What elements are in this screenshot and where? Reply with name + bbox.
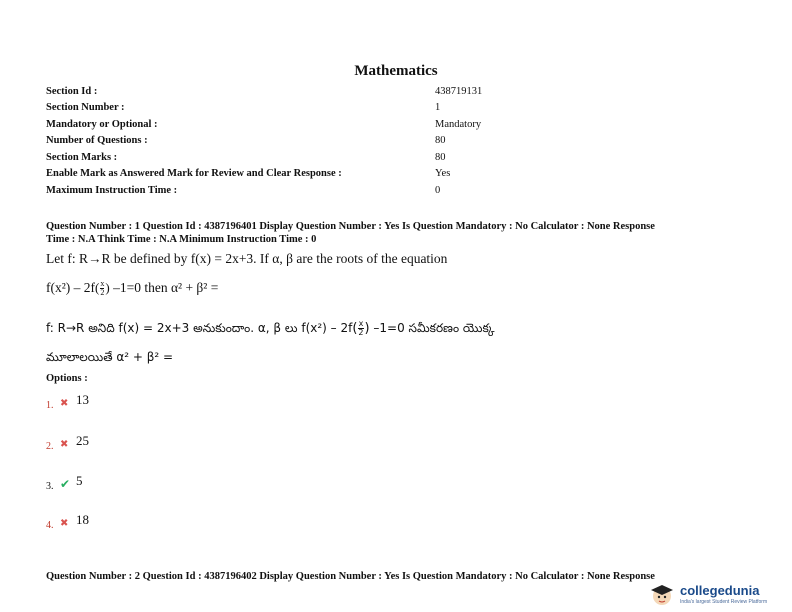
watermark-logo [650,580,790,608]
meta-label: Section Number : [46,102,125,113]
cross-icon: ✖ [60,398,69,409]
fraction-denominator: 2 [100,288,105,298]
meta-row-section-number [46,102,746,118]
telugu-part: f: R→R అనిది f(x) = 2x+3 అనుకుందాం. α, β లు f(x²) – 2f [46,321,353,335]
paren-close: ) [364,321,370,336]
question-text-english: Let f: R→R be defined by f(x) = 2x+3. If α, β are the roots of the equation [46,251,448,266]
question-header-line: Question Number : 2 Question Id : 4387196402 Display Question Number : Yes Is Question Mandatory : No Calculator : None Response [46,571,655,582]
meta-label: Enable Mark as Answered Mark for Review and Clear Response : [46,168,342,179]
meta-value: 80 [435,135,446,146]
watermark-tagline: India's largest Student Review Platform [680,599,768,605]
paren-close: ) [105,280,110,295]
meta-value: 0 [435,185,441,196]
option-number: 1. [46,400,54,411]
meta-row-section-marks [46,152,746,168]
meta-value: 80 [435,152,446,163]
meta-label: Section Id : [46,86,98,97]
cross-icon: ✖ [60,518,69,529]
telugu-part: –1=0 సమీకరణం యొక్క [373,321,495,335]
meta-value: 1 [435,102,441,113]
question-text-telugu-line2: మూలాలయితే α² + β² = [46,350,174,364]
watermark-name: collegedunia [680,583,760,598]
paren-open: ( [95,280,100,295]
meta-row-mandatory [46,119,746,135]
question-header [46,220,756,246]
meta-row-section-id [46,86,746,102]
fraction [100,280,104,297]
question-equation [46,280,218,297]
option-value: 18 [76,512,89,527]
meta-value: Yes [435,168,451,179]
meta-value: 438719131 [435,86,483,97]
page-title: Mathematics [354,63,438,79]
fraction-denominator: 2 [358,328,364,337]
meta-label: Mandatory or Optional : [46,119,158,130]
paren-open: ( [352,321,358,336]
question-text-telugu [46,320,495,338]
meta-value: Mandatory [435,119,482,130]
graduation-cap-icon [650,582,674,606]
options-label: Options : [46,373,88,384]
question-header-line: Question Number : 1 Question Id : 4387196401 Display Question Number : Yes Is Question Mandatory : No Calculator : None Response [46,221,655,232]
meta-row-enable-mark [46,168,746,184]
option-number: 3. [46,481,54,492]
meta-label: Maximum Instruction Time : [46,185,178,196]
equation-part: f(x²) – 2f [46,280,96,295]
question-header-line: Time : N.A Think Time : N.A Minimum Instruction Time : 0 [46,234,317,245]
meta-label: Section Marks : [46,152,118,163]
equation-part: –1=0 then α² + β² = [113,280,219,295]
fraction [358,320,363,337]
option-value: 13 [76,392,89,407]
option-value: 5 [76,473,83,488]
meta-row-max-instruction-time [46,185,746,201]
cross-icon: ✖ [60,439,69,450]
meta-label: Number of Questions : [46,135,148,146]
option-number: 2. [46,441,54,452]
fraction-numerator: x [100,279,105,289]
option-number: 4. [46,520,54,531]
meta-row-number-of-questions [46,135,746,151]
fraction-numerator: x [358,319,364,328]
check-icon: ✔ [60,477,71,491]
option-value: 25 [76,433,89,448]
